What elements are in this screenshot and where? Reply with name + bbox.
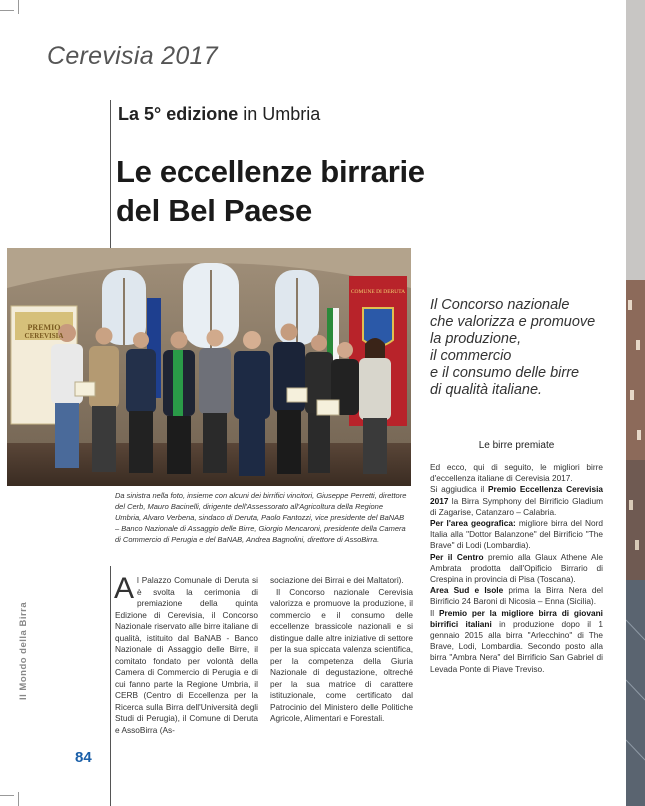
header-rule: [110, 100, 111, 248]
magazine-name: Il Mondo della Birra: [18, 601, 29, 700]
winners-item: Si aggiudica il Premio Eccellenza Cerevisia 2017 la Birra Symphony del Birrificio Gladium di Zagarise, Catanzaro – Calabria.: [430, 484, 603, 517]
photo-flag-text: COMUNE DI DERUTA: [350, 289, 406, 295]
photo-caption: Da sinistra nella foto, insieme con alcuni dei birrifici vincitori, Giuseppe Perretti, direttore del Cerb, Mauro Bacinelli, dirigente dell'Assessorato all'Agricoltura della Regione Umbria, Alvaro Verbena, sindaco di Deruta, Paolo Fantozzi, vice presidente del BaNAB – Banco Nazionale di Assaggio delle Birre, Giorgio Mencaroni, presidente della Camera di Commercio di Perugia e del BaNAB, Andrea Bagnolini, direttore di AssoBirra.: [115, 491, 407, 544]
body-paragraph: Il Concorso nazionale Cerevisia valorizza e promuove la produzione, il commercio e il consumo delle eccellenze brassicole nazionali e si distingue dalle altre iniziative di settore per la sua spiccata valenza scientifica, per la competenza della Giuria Nazionale di degustazione, oltreché per la sua matrice di carattere istituzionale, come certificato dal Patrocinio del Ministero delle Politiche Agricole, Alimentari e Forestali.: [270, 586, 413, 723]
article-headline: [116, 152, 425, 230]
article-subtitle: [118, 104, 320, 125]
subtitle-bold: La 5° edizione: [118, 104, 239, 124]
section-title: Cerevisia 2017: [47, 42, 218, 70]
winners-item: Per il Centro premio alla Glaux Athene Ale Ambrata prodotta dall'Opificio Birrario di Crespina in provincia di Pisa (Toscana).: [430, 551, 603, 585]
photo-banner-line-1: PREMIO: [27, 323, 61, 332]
drop-cap: A: [114, 572, 135, 605]
winners-item: Il Premio per la migliore birra di giovani birrifici italiani in produzione dopo il 1 gennaio 2015 alla birra "Arlecchino" di The Brave, Lodi, Lombardia. Secondo posto alla birra "Ambra Nera" del Birrificio San Gabriel di Levada Ponte di Piave Treviso.: [430, 607, 603, 674]
pull-quote: [430, 297, 605, 399]
quote-line: il commercio: [430, 348, 512, 364]
body-rule: [110, 566, 111, 806]
winners-item: Per l'area geografica: migliore birra del Nord Italia alla "Dottor Balanzone" del Birrificio "The Brave" di Lodi (Lombardia).: [430, 518, 603, 551]
quote-line: e il consumo delle birre: [430, 365, 580, 381]
headline-line-1: Le eccellenze birrarie: [116, 154, 425, 189]
subtitle-rest: in Umbria: [238, 104, 321, 124]
photo-banner-line-2: CEREVISIA: [24, 332, 64, 340]
group-photo: [7, 248, 411, 486]
winners-item: Area Sud e Isole prima la Birra Nera del Birrificio 24 Baroni di Nicosia – Enna (Sicilia).: [430, 585, 603, 607]
winners-column: [430, 462, 603, 675]
body-paragraph: Al Palazzo Comunale di Deruta si è svolta la cerimonia di premiazione della quinta Edizione di Cerevisia, il Concorso Nazionale riservato alle birre italiane di qualità, istituito dal BaNAB - Banco Nazionale di Assaggio delle Birre, il comitato fondato per volontà della Camera di Commercio di Perugia e di cui fanno parte la Regione Umbria, il CERB (Centro di Eccellenza per la Ricerca sulla Birra dell'Università degli Studi di Perugia), il Comune di Deruta e AssoBirra (As-: [114, 572, 258, 735]
body-column-1: [114, 572, 258, 736]
winners-intro: Ed ecco, qui di seguito, le migliori birre d'eccellenza italiane di Cerevisia 2017.: [430, 462, 603, 484]
headline-line-2: del Bel Paese: [116, 193, 312, 228]
quote-line: Il Concorso nazionale: [430, 297, 570, 313]
body-paragraph: sociazione dei Birrai e dei Maltatori).: [270, 575, 404, 585]
quote-line: di qualità italiane.: [430, 382, 543, 398]
quote-line: la produzione,: [430, 331, 522, 347]
quote-line: che valorizza e promuove: [430, 314, 596, 330]
sidebar-title: Le birre premiate: [478, 440, 555, 451]
body-column-2: [270, 575, 413, 725]
page-number: 84: [75, 749, 92, 766]
facing-page-strip: [626, 0, 645, 806]
